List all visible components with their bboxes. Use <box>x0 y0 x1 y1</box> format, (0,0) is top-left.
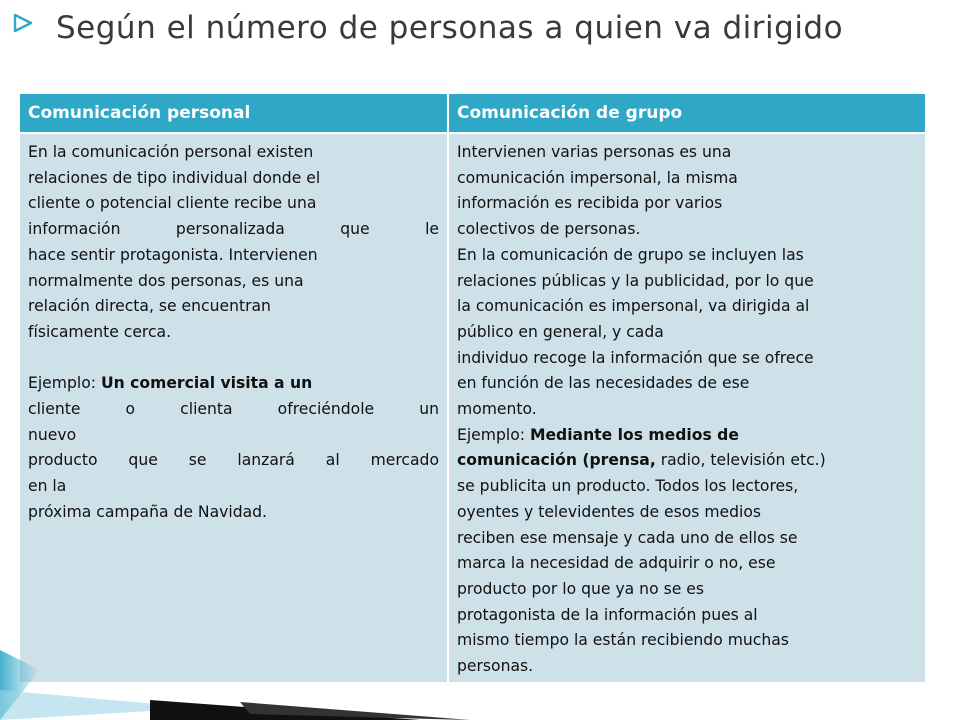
bullet-arrow-icon <box>12 12 34 34</box>
example-bold: Un comercial visita a un <box>100 374 313 393</box>
text-line: momento. <box>457 400 537 419</box>
header-personal: Comunicación personal <box>20 94 448 133</box>
table-row <box>20 133 925 682</box>
text-line: En la comunicación de grupo se incluyen las <box>457 245 804 264</box>
decorative-swoosh <box>0 630 960 720</box>
text-line: en la <box>28 477 67 496</box>
cell-grupo <box>448 133 925 682</box>
text-line: protagonista de la información pues al <box>457 605 758 624</box>
text-line: producto que se lanzará al mercado <box>28 451 439 470</box>
example-line <box>457 448 917 474</box>
example-label: Ejemplo: <box>28 374 101 393</box>
header-grupo: Comunicación de grupo <box>448 94 925 133</box>
example-line <box>28 371 439 397</box>
text-line: nuevo <box>28 425 77 444</box>
example-label: Ejemplo: <box>457 425 530 444</box>
text-line: individuo recoge la información que se ofrece <box>457 348 814 367</box>
text-line: normalmente dos personas, es una <box>28 271 304 290</box>
text-line: oyentes y televidentes de esos medios <box>457 502 762 521</box>
text-line: Intervienen varias personas es una <box>457 143 732 161</box>
text-line: producto por lo que ya no se es <box>457 579 704 598</box>
text-line: relación directa, se encuentran <box>28 297 271 316</box>
text-line: físicamente cerca. <box>28 322 172 341</box>
example-bold: Mediante los medios de <box>529 425 739 444</box>
text-line: información personalizada que le <box>28 220 439 239</box>
text-line: relaciones públicas y la publicidad, por lo que <box>457 271 814 290</box>
text-line: se publicita un producto. Todos los lectores, <box>457 477 799 496</box>
text-line: relaciones de tipo individual donde el <box>28 168 321 187</box>
example-text: radio, televisión etc.) <box>655 451 826 470</box>
table-header-row <box>20 94 925 133</box>
example-line <box>457 423 917 449</box>
text-line: cliente o potencial cliente recibe una <box>28 194 317 213</box>
cell-personal <box>20 133 448 682</box>
text-line: En la comunicación personal existen <box>28 143 314 161</box>
example-bold: comunicación (prensa, <box>457 451 656 470</box>
text-line: próxima campaña de Navidad. <box>28 502 267 521</box>
text-line: personas. <box>457 657 534 676</box>
text-line: reciben ese mensaje y cada uno de ellos se <box>457 528 798 547</box>
text-line: cliente o clienta ofreciéndole un <box>28 400 439 419</box>
text-line: información es recibida por varios <box>457 194 723 213</box>
text-line: marca la necesidad de adquirir o no, ese <box>457 554 776 573</box>
slide-title: Según el número de personas a quien va dirigido <box>56 10 844 46</box>
text-line: público en general, y cada <box>457 322 664 341</box>
text-line: en función de las necesidades de ese <box>457 374 750 393</box>
spacer <box>28 346 439 372</box>
text-line: comunicación impersonal, la misma <box>457 168 738 187</box>
comparison-table <box>20 94 925 682</box>
text-line: colectivos de personas. <box>457 220 641 239</box>
text-line: hace sentir protagonista. Intervienen <box>28 245 318 264</box>
text-line: la comunicación es impersonal, va dirigida al <box>457 297 810 316</box>
text-line: mismo tiempo la están recibiendo muchas <box>457 631 789 650</box>
